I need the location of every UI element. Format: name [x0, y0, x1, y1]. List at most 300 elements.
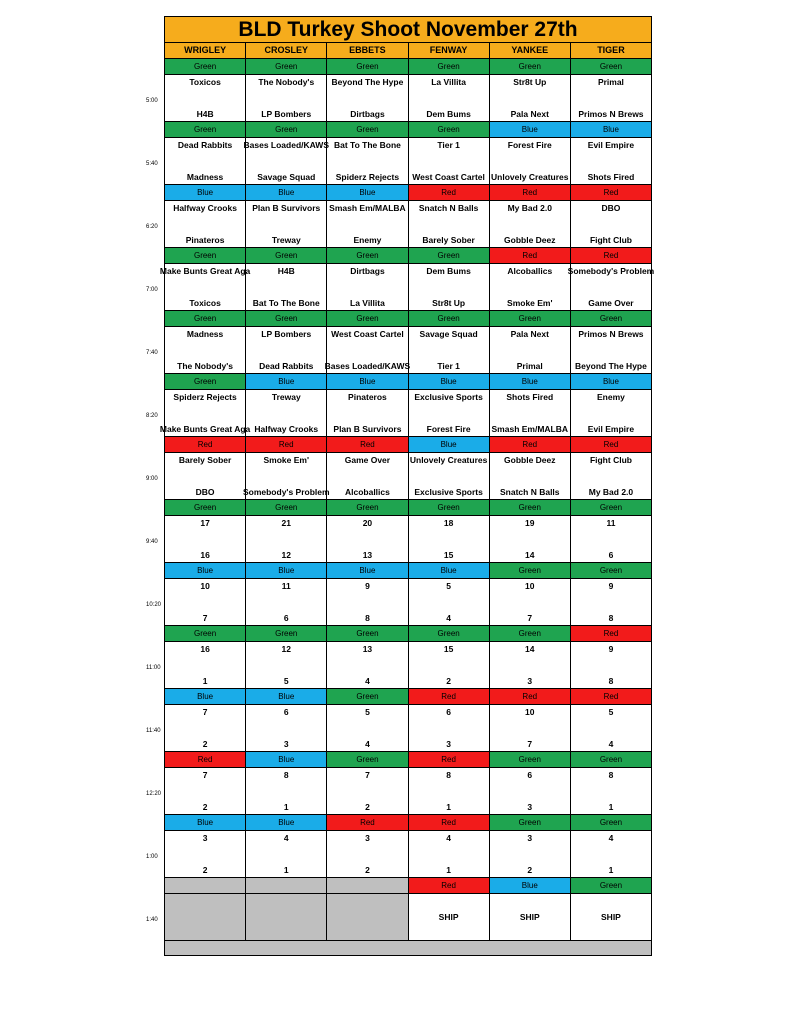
team-top: 8 — [446, 770, 451, 780]
team-bottom: West Coast Cartel — [412, 172, 485, 182]
team-top: 4 — [608, 833, 614, 843]
matchup-cell — [489, 74, 571, 122]
matchup-cell — [245, 767, 327, 815]
color-cell: Blue — [570, 121, 652, 138]
field-header-yankee: YANKEE — [489, 42, 571, 59]
matchup-row — [164, 201, 652, 248]
color-cell: Blue — [570, 373, 652, 390]
color-cell: Green — [570, 814, 652, 831]
time-label: 7:40 — [146, 350, 158, 356]
matchup-cell — [164, 74, 246, 122]
team-top: 11 — [606, 518, 616, 528]
team-top: Barely Sober — [178, 455, 232, 465]
matchup-row — [164, 831, 652, 878]
color-cell: Green — [489, 625, 571, 642]
team-top: 6 — [283, 707, 289, 717]
color-cell: Red — [408, 751, 490, 768]
time-label: 11:00 — [146, 665, 161, 671]
team-top: 3 — [202, 833, 208, 843]
color-cell: Red — [570, 625, 652, 642]
team-bottom: Madness — [186, 172, 224, 182]
team-bottom: Tier 1 — [437, 361, 460, 371]
color-assignment-row — [164, 878, 652, 894]
team-top: Smash Em/MALBA — [329, 203, 406, 213]
team-bottom: Exclusive Sports — [414, 487, 483, 497]
team-bottom: Gobble Deez — [504, 235, 556, 245]
matchup-cell — [489, 326, 571, 374]
color-cell: Green — [326, 499, 408, 516]
color-cell: Blue — [164, 562, 246, 579]
team-top: 16 — [200, 644, 210, 654]
color-cell: Green — [326, 121, 408, 138]
team-top: 5 — [365, 707, 370, 717]
team-bottom: 3 — [446, 739, 451, 749]
team-bottom: 16 — [200, 550, 210, 560]
matchup-cell — [567, 263, 655, 311]
team-top: 5 — [608, 707, 614, 717]
color-cell: Blue — [408, 436, 490, 453]
color-cell: Green — [326, 58, 408, 75]
team-bottom: 4 — [608, 739, 614, 749]
color-cell: Blue — [245, 688, 327, 705]
team-bottom: The Nobody's — [177, 361, 234, 371]
matchup-row — [159, 264, 655, 311]
matchup-row — [164, 705, 652, 752]
matchup-cell — [489, 830, 571, 878]
team-bottom: Fight Club — [589, 235, 632, 245]
team-bottom: Treway — [271, 235, 301, 245]
matchup-cell — [324, 326, 411, 374]
team-bottom: 1 — [283, 802, 289, 812]
color-cell: Blue — [489, 121, 571, 138]
team-top: 4 — [283, 833, 289, 843]
team-bottom: Dead Rabbits — [259, 361, 314, 371]
color-cell: Green — [570, 751, 652, 768]
color-cell: Green — [408, 625, 490, 642]
time-slot — [146, 563, 652, 626]
color-cell: Red — [408, 877, 490, 894]
matchup-cell — [408, 830, 490, 878]
matchup-cell — [570, 326, 652, 374]
matchup-cell — [164, 137, 246, 185]
team-top: Gobble Deez — [504, 455, 556, 465]
matchup-cell — [326, 200, 408, 248]
color-cell: Blue — [245, 184, 327, 201]
color-cell: Green — [489, 751, 571, 768]
color-cell: Green — [570, 310, 652, 327]
matchup-cell — [245, 200, 327, 248]
field-header-wrigley: WRIGLEY — [164, 42, 246, 59]
color-cell: Green — [164, 310, 246, 327]
footer-bar — [164, 940, 652, 956]
matchup-cell — [408, 704, 490, 752]
team-bottom: 3 — [527, 802, 533, 812]
color-cell: Green — [245, 247, 327, 264]
matchup-cell — [245, 326, 327, 374]
team-bottom: 2 — [202, 739, 208, 749]
team-bottom: 7 — [527, 739, 533, 749]
team-bottom: Barely Sober — [422, 235, 475, 245]
color-assignment-row — [164, 59, 652, 75]
color-cell: Blue — [245, 751, 327, 768]
matchup-cell — [408, 452, 490, 500]
color-assignment-row — [164, 563, 652, 579]
color-cell: Green — [570, 499, 652, 516]
color-assignment-row — [164, 689, 652, 705]
time-label: 9:40 — [146, 539, 158, 545]
team-bottom: 1 — [608, 865, 614, 875]
color-cell: Green — [408, 121, 490, 138]
team-bottom: 4 — [365, 676, 370, 686]
matchup-cell — [489, 704, 571, 752]
matchup-row — [164, 453, 652, 500]
team-bottom: Evil Empire — [587, 424, 635, 434]
matchup-cell — [164, 452, 246, 500]
team-bottom: Bases Loaded/KAWS — [324, 361, 411, 371]
color-cell: Blue — [164, 814, 246, 831]
time-slot — [146, 752, 652, 815]
team-bottom: Dem Bums — [426, 109, 471, 119]
team-top: 8 — [283, 770, 289, 780]
team-top: Plan B Survivors — [252, 203, 321, 213]
time-label: 5:00 — [146, 98, 158, 104]
color-cell: Red — [408, 814, 490, 831]
matchup-cell — [245, 830, 327, 878]
team-top: Treway — [271, 392, 301, 402]
team-top: 3 — [527, 833, 533, 843]
matchup-cell — [570, 893, 652, 941]
team-bottom: Savage Squad — [257, 172, 316, 182]
time-label: 6:20 — [146, 224, 158, 230]
team-top: Make Bunts Great Aga — [159, 266, 251, 276]
matchup-cell — [245, 515, 327, 563]
team-bottom: Unlovely Creatures — [491, 172, 569, 182]
matchup-row — [164, 516, 652, 563]
matchup-cell — [245, 641, 327, 689]
team-top: 7 — [202, 707, 208, 717]
team-bottom: Snatch N Balls — [500, 487, 560, 497]
team-top: 17 — [200, 518, 210, 528]
page-title: BLD Turkey Shoot November 27th — [164, 16, 652, 43]
schedule-sheet — [146, 16, 655, 956]
color-cell: Blue — [408, 562, 490, 579]
team-top: 7 — [202, 770, 208, 780]
team-bottom: 2 — [365, 865, 370, 875]
team-top: 9 — [365, 581, 370, 591]
color-cell: Red — [489, 247, 571, 264]
matchup-cell — [326, 893, 408, 941]
team-bottom: 1 — [446, 802, 451, 812]
team-top: Shots Fired — [506, 392, 554, 402]
time-slot — [146, 437, 652, 500]
team-bottom: Pala Next — [510, 109, 549, 119]
matchup-cell — [570, 767, 652, 815]
team-top: 5 — [446, 581, 451, 591]
team-bottom: 1 — [202, 676, 208, 686]
team-bottom: 6 — [283, 613, 289, 623]
matchup-cell — [326, 641, 408, 689]
team-bottom: Pinateros — [185, 235, 225, 245]
color-cell: Red — [489, 436, 571, 453]
color-cell: Red — [570, 184, 652, 201]
team-bottom: LP Bombers — [261, 109, 312, 119]
color-cell: Green — [408, 58, 490, 75]
team-bottom: 2 — [202, 865, 208, 875]
matchup-cell — [245, 389, 327, 437]
time-slot — [146, 500, 652, 563]
color-cell: Blue — [326, 562, 408, 579]
team-top: Pala Next — [510, 329, 549, 339]
team-top: Fight Club — [589, 455, 632, 465]
team-bottom: Primos N Brews — [578, 109, 644, 119]
matchup-row — [159, 390, 652, 437]
field-header-row — [164, 43, 652, 59]
time-label: 5:40 — [146, 161, 158, 167]
color-cell: Red — [489, 184, 571, 201]
color-cell: Green — [489, 58, 571, 75]
time-slot — [146, 689, 652, 752]
color-cell: Red — [408, 688, 490, 705]
color-cell: Blue — [164, 688, 246, 705]
matchup-cell — [489, 515, 571, 563]
matchup-cell — [326, 578, 408, 626]
team-top: Pinateros — [348, 392, 387, 402]
color-cell — [164, 877, 246, 894]
team-top: Alcoballics — [507, 266, 553, 276]
team-bottom: 8 — [608, 676, 614, 686]
matchup-cell — [489, 389, 571, 437]
time-label: 10:20 — [146, 602, 162, 608]
team-bottom: 12 — [281, 550, 291, 560]
team-top: LP Bombers — [261, 329, 312, 339]
team-bottom: 6 — [608, 550, 614, 560]
time-slot — [146, 626, 652, 689]
color-cell: Green — [326, 625, 408, 642]
time-label: 1:40 — [146, 917, 158, 923]
color-cell: Green — [326, 310, 408, 327]
matchup-cell — [245, 74, 327, 122]
team-top: 6 — [446, 707, 451, 717]
matchup-cell — [245, 137, 327, 185]
matchup-cell — [489, 578, 571, 626]
team-top: 14 — [525, 644, 535, 654]
team-top: Savage Squad — [419, 329, 478, 339]
matchup-cell — [408, 641, 490, 689]
color-cell: Blue — [326, 184, 408, 201]
matchup-cell — [408, 74, 490, 122]
matchup-cell — [159, 389, 251, 437]
color-cell: Green — [408, 247, 490, 264]
matchup-cell — [408, 326, 490, 374]
color-cell: Red — [570, 436, 652, 453]
color-cell: Green — [326, 751, 408, 768]
time-label: 8:20 — [146, 413, 158, 419]
color-cell: Blue — [326, 373, 408, 390]
time-slot — [146, 374, 652, 437]
team-top: Toxicos — [189, 77, 221, 87]
team-top: Str8t Up — [513, 77, 547, 87]
matchup-cell — [164, 515, 246, 563]
matchup-cell — [570, 452, 652, 500]
color-cell: Red — [245, 436, 327, 453]
matchup-cell — [408, 263, 490, 311]
team-bottom: Alcoballics — [344, 487, 390, 497]
time-slot — [146, 311, 652, 374]
team-top: 15 — [443, 644, 454, 654]
matchup-cell — [242, 452, 330, 500]
team-bottom: 14 — [525, 550, 535, 560]
team-bottom: 8 — [608, 613, 614, 623]
matchup-cell — [164, 704, 246, 752]
color-cell — [326, 877, 408, 894]
matchup-row — [164, 327, 652, 374]
color-cell: Red — [326, 436, 408, 453]
matchup-cell — [245, 893, 327, 941]
color-cell: Green — [570, 58, 652, 75]
team-bottom: 1 — [446, 865, 451, 875]
team-top: 13 — [362, 644, 373, 654]
team-bottom: Bat To The Bone — [252, 298, 320, 308]
matchup-cell — [408, 137, 490, 185]
matchup-cell — [570, 389, 652, 437]
matchup-row — [164, 138, 652, 185]
team-top: Halfway Crooks — [173, 203, 237, 213]
matchup-cell — [326, 767, 408, 815]
team-bottom: Primal — [516, 361, 543, 371]
team-top: 11 — [281, 581, 291, 591]
matchup-cell — [489, 137, 571, 185]
color-cell: Blue — [489, 877, 571, 894]
ship-label: SHIP — [519, 912, 540, 922]
color-cell: Green — [164, 625, 246, 642]
team-top: Snatch N Balls — [418, 203, 479, 213]
color-cell — [245, 877, 327, 894]
matchup-cell — [408, 515, 490, 563]
color-cell: Green — [408, 310, 490, 327]
color-assignment-row — [164, 437, 652, 453]
team-top: My Bad 2.0 — [507, 203, 552, 213]
ship-label: SHIP — [601, 912, 621, 922]
time-label: 12:20 — [146, 791, 162, 797]
team-top: Spiderz Rejects — [173, 392, 237, 402]
team-bottom: Smoke Em' — [507, 298, 553, 308]
color-cell: Blue — [245, 373, 327, 390]
matchup-cell — [164, 641, 246, 689]
team-top: Dem Bums — [426, 266, 471, 276]
team-top: Exclusive Sports — [414, 392, 483, 402]
team-top: 8 — [608, 770, 614, 780]
matchup-cell — [570, 830, 652, 878]
matchup-cell — [164, 767, 246, 815]
color-cell: Green — [245, 625, 327, 642]
team-top: 21 — [281, 518, 291, 528]
team-top: La Villita — [431, 77, 466, 87]
team-bottom: Toxicos — [189, 298, 221, 308]
color-assignment-row — [164, 815, 652, 831]
team-bottom: 4 — [365, 739, 370, 749]
color-cell: Green — [164, 247, 246, 264]
color-cell: Blue — [245, 562, 327, 579]
team-bottom: 2 — [202, 802, 208, 812]
color-cell: Red — [570, 247, 652, 264]
team-top: Tier 1 — [437, 140, 460, 150]
team-bottom: Shots Fired — [587, 172, 635, 182]
matchup-cell — [489, 767, 571, 815]
matchup-cell — [326, 137, 408, 185]
matchup-row — [164, 642, 652, 689]
team-top: West Coast Cartel — [331, 329, 404, 339]
color-cell: Green — [489, 499, 571, 516]
team-top: 3 — [365, 833, 370, 843]
time-label: 9:00 — [146, 476, 158, 482]
matchup-cell — [326, 74, 408, 122]
time-slot — [146, 878, 652, 941]
team-top: 19 — [525, 518, 535, 528]
matchup-cell — [164, 326, 246, 374]
color-cell: Green — [489, 562, 571, 579]
team-bottom: 8 — [365, 613, 370, 623]
team-top: Somebody's Problem — [567, 266, 655, 276]
team-bottom: Plan B Survivors — [333, 424, 402, 434]
team-top: 4 — [446, 833, 451, 843]
team-bottom: Smash Em/MALBA — [491, 424, 569, 434]
color-cell: Green — [164, 373, 246, 390]
color-cell: Red — [164, 751, 246, 768]
matchup-row — [164, 894, 652, 941]
color-assignment-row — [164, 626, 652, 642]
matchup-row — [164, 75, 652, 122]
team-top: 10 — [525, 707, 535, 717]
matchup-cell — [164, 830, 246, 878]
team-top: 12 — [281, 644, 291, 654]
color-cell: Blue — [245, 814, 327, 831]
team-top: Dirtbags — [350, 266, 385, 276]
matchup-cell — [489, 263, 571, 311]
color-cell: Green — [570, 877, 652, 894]
team-bottom: La Villita — [350, 298, 385, 308]
team-bottom: 3 — [527, 676, 533, 686]
time-label: 7:00 — [146, 287, 158, 293]
matchup-row — [164, 579, 652, 626]
color-cell: Red — [164, 436, 246, 453]
team-bottom: Game Over — [588, 298, 634, 308]
team-top: Smoke Em' — [263, 455, 309, 465]
team-bottom: 3 — [283, 739, 289, 749]
color-cell: Green — [245, 310, 327, 327]
matchup-cell — [408, 389, 490, 437]
team-bottom: Enemy — [353, 235, 382, 245]
matchup-cell — [570, 200, 652, 248]
team-top: Beyond The Hype — [331, 77, 404, 87]
matchup-cell — [326, 263, 408, 311]
color-cell: Green — [489, 814, 571, 831]
team-top: Dead Rabbits — [177, 140, 233, 150]
team-bottom: 5 — [283, 676, 289, 686]
matchup-cell — [570, 641, 652, 689]
color-cell: Green — [570, 562, 652, 579]
team-bottom: Beyond The Hype — [575, 361, 647, 371]
team-bottom: 4 — [446, 613, 451, 623]
matchup-cell — [326, 389, 408, 437]
team-bottom: My Bad 2.0 — [588, 487, 634, 497]
color-cell: Green — [326, 688, 408, 705]
matchup-cell — [408, 893, 490, 941]
time-slot — [146, 815, 652, 878]
color-cell: Green — [326, 247, 408, 264]
color-cell: Green — [408, 499, 490, 516]
color-cell: Green — [245, 121, 327, 138]
team-bottom: H4B — [196, 109, 214, 119]
